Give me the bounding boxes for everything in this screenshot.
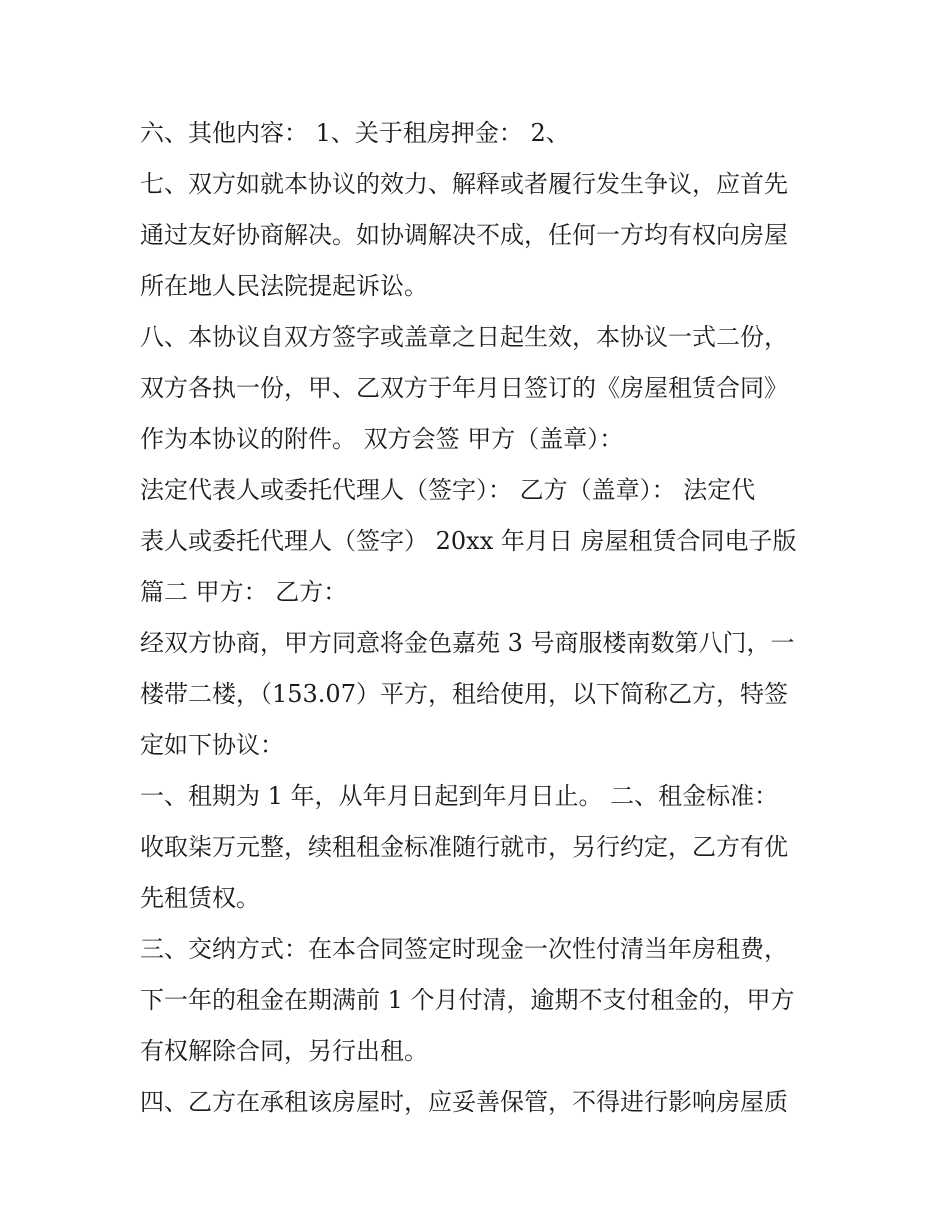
text-line: 收取柒万元整，续租租金标准随行就市，另行约定，乙方有优 xyxy=(140,833,788,861)
text-line: 八、本协议自双方签字或盖章之日起生效，本协议一式二份， xyxy=(140,323,788,351)
text-line: 四、乙方在承租该房屋时，应妥善保管，不得进行影响房屋质 xyxy=(140,1088,788,1116)
text-line: 先租赁权。 xyxy=(140,884,260,912)
text-line: 作为本协议的附件。 双方会签 甲方（盖章）： xyxy=(140,425,624,453)
text-line: 通过友好协商解决。如协调解决不成，任何一方均有权向房屋 xyxy=(140,221,788,249)
text-line: 有权解除合同，另行出租。 xyxy=(140,1037,428,1065)
document-body xyxy=(140,108,820,1128)
text-line: 双方各执一份，甲、乙双方于年月日签订的《房屋租赁合同》 xyxy=(140,374,788,402)
text-line: 法定代表人或委托代理人（签字）： 乙方（盖章）： 法定代 xyxy=(140,476,756,504)
text-line: 经双方协商，甲方同意将金色嘉苑 3 号商服楼南数第八门，一 xyxy=(140,629,795,657)
text-line: 表人或委托代理人（签字） 20xx 年月日 房屋租赁合同电子版 xyxy=(140,527,797,555)
text-line: 六、其他内容： 1、关于租房押金： 2、 xyxy=(140,119,570,147)
text-line: 定如下协议： xyxy=(140,731,284,759)
text-line: 三、交纳方式：在本合同签定时现金一次性付清当年房租费， xyxy=(140,935,788,963)
text-line: 七、双方如就本协议的效力、解释或者履行发生争议，应首先 xyxy=(140,170,788,198)
text-line: 所在地人民法院提起诉讼。 xyxy=(140,272,428,300)
text-line: 楼带二楼，（153.07）平方，租给使用，以下简称乙方，特签 xyxy=(140,680,788,708)
text-line: 一、租期为 1 年，从年月日起到年月日止。 二、租金标准： xyxy=(140,782,779,810)
text-line: 篇二 甲方： 乙方： xyxy=(140,578,348,606)
text-line: 下一年的租金在期满前 1 个月付清，逾期不支付租金的，甲方 xyxy=(140,986,795,1014)
